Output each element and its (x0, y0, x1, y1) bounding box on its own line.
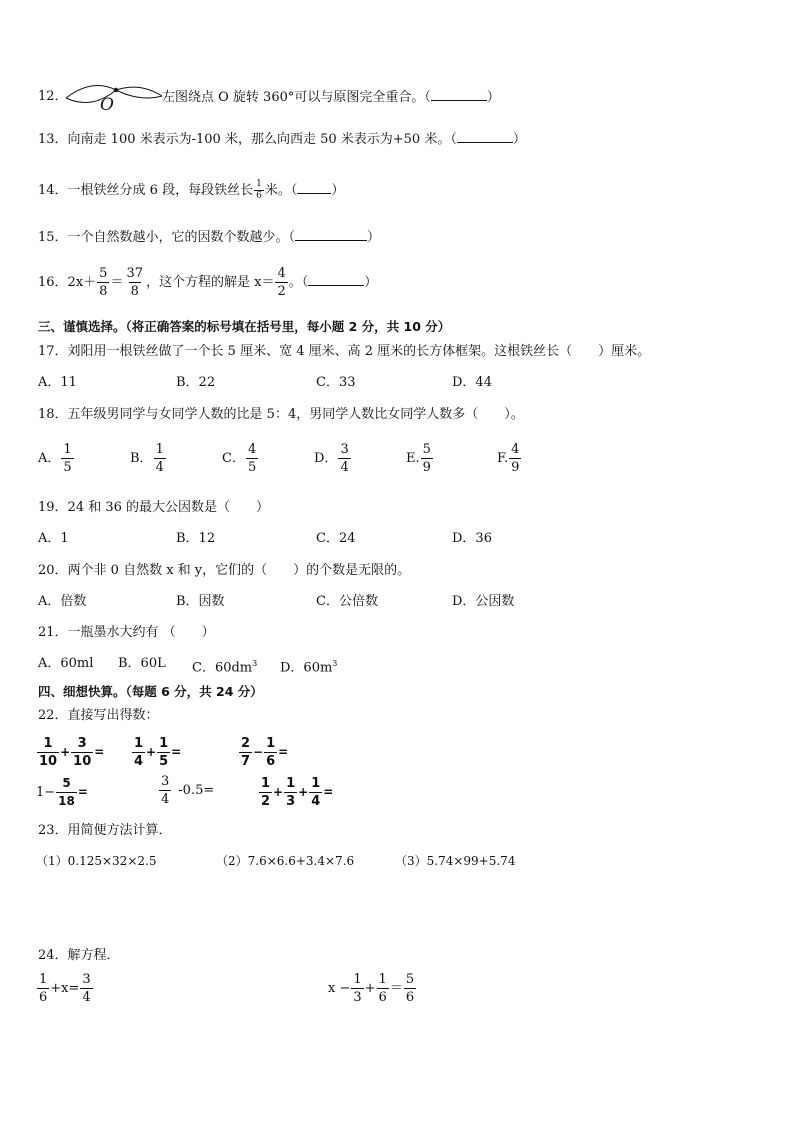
question-17: 17．刘阳用一根铁丝做了一个长 5 厘米、宽 4 厘米、高 2 厘米的长方体框架。这根铁丝长（ ）厘米。 (38, 344, 651, 359)
q19-option-c[interactable]: C．24 (316, 531, 356, 546)
equals-sign: = (171, 745, 182, 759)
option-fraction: $\frac{4}{5}$ (247, 442, 257, 475)
q22-expr-3 (238, 736, 288, 769)
fraction: $\frac{1}{3}$ (286, 776, 296, 809)
q19-option-b[interactable]: B．12 (176, 531, 216, 546)
q24-equation-1 (36, 972, 94, 1005)
question-22: 22．直接写出得数： (38, 708, 159, 723)
q21-option-d[interactable] (280, 655, 337, 677)
fraction: $\frac{3}{4}$ (161, 774, 170, 807)
q18-option-a[interactable] (38, 442, 75, 475)
fraction-37-8: $\frac{37}{8}$ (126, 266, 143, 299)
option-label: C． (222, 451, 245, 466)
question-14-text: 14．一根铁丝分成 6 段，每段铁丝长 (38, 183, 254, 198)
bracket-close: ） (367, 230, 381, 245)
fraction: $\frac{2}{7}$ (241, 736, 251, 769)
fraction: $\frac{1}{4}$ (311, 776, 321, 809)
option-label: F. (497, 451, 509, 466)
minuend: 1− (36, 785, 56, 800)
operator: + (146, 745, 157, 759)
question-24: 24．解方程． (38, 948, 120, 963)
rotation-figure (62, 80, 166, 112)
q18-option-b[interactable] (130, 442, 167, 475)
superscript: 3 (252, 659, 258, 668)
question-21: 21．一瓶墨水大约有 （ ） (38, 625, 215, 640)
question-12-number: 12． (38, 89, 68, 104)
answer-blank-14[interactable] (297, 181, 331, 194)
question-19: 19．24 和 36 的最大公因数是（ ） (38, 500, 270, 515)
q17-option-a[interactable]: A．11 (38, 375, 77, 390)
q23-item-1: （1）0.125×32×2.5 (36, 854, 157, 868)
q17-option-c[interactable]: C．33 (316, 375, 356, 390)
q23-item-3: （3）5.74×99+5.74 (395, 854, 516, 868)
q22-expr-5 (158, 774, 214, 807)
question-12-statement (162, 88, 500, 107)
fraction: $\frac{1}{6}$ (266, 736, 276, 769)
equals-sign: = (77, 785, 88, 799)
fraction: $\frac{1}{10}$ (39, 736, 58, 769)
equals-sign: = (278, 745, 289, 759)
bracket-close: ） (364, 275, 378, 290)
q20-option-a[interactable]: A．倍数 (38, 594, 87, 609)
q22-expr-6 (258, 776, 333, 809)
q17-option-b[interactable]: B．22 (176, 375, 216, 390)
question-13-text: 13．向南走 100 米表示为-100 米，那么向西走 50 米表示为+50 米。（ (38, 132, 457, 147)
equation-prefix: x − (328, 981, 351, 996)
q22-expr-4 (36, 776, 88, 809)
option-fraction: $\frac{5}{9}$ (422, 442, 431, 475)
operator: + (298, 785, 309, 799)
q20-option-c[interactable]: C．公倍数 (316, 594, 378, 609)
fraction: $\frac{3}{4}$ (82, 972, 91, 1005)
bracket-close: ） (331, 183, 345, 198)
svg-text:O: O (100, 95, 114, 112)
operator: + (273, 785, 284, 799)
q18-option-d[interactable] (314, 442, 352, 475)
equals-sign: = (94, 745, 105, 759)
answer-blank-13[interactable] (457, 130, 513, 143)
expression-tail: -0.5= (178, 783, 215, 798)
fraction: $\frac{1}{3}$ (353, 972, 362, 1005)
question-20: 20．两个非 0 自然数 x 和 y，它们的（ ）的个数是无限的。 (38, 563, 411, 578)
fraction-4-2: $\frac{4}{2}$ (277, 266, 286, 299)
question-15-text: 15．一个自然数越小，它的因数个数越少。（ (38, 230, 296, 245)
option-text: C．60dm (192, 660, 253, 676)
question-14 (38, 180, 344, 201)
q18-option-e[interactable] (406, 442, 434, 475)
option-label: D． (314, 451, 338, 466)
fraction-5-8: $\frac{5}{8}$ (99, 266, 108, 299)
option-fraction: $\frac{4}{9}$ (511, 442, 520, 475)
q18-option-c[interactable] (222, 442, 259, 475)
section-4-heading: 四、细想快算。（每题 6 分，共 24 分） (38, 684, 263, 699)
q22-expr-2 (131, 736, 181, 769)
question-18: 18．五年级男同学与女同学人数的比是 5：4，男同学人数比女同学人数多（ ）。 (38, 407, 524, 422)
answer-blank-16[interactable] (308, 273, 364, 286)
fraction: $\frac{1}{6}$ (378, 972, 387, 1005)
superscript: 3 (332, 659, 338, 668)
q20-option-d[interactable]: D．公因数 (452, 594, 515, 609)
question-15 (38, 228, 380, 247)
question-14-tail: 米。（ (264, 183, 298, 198)
operator: − (253, 745, 264, 759)
bracket-close: ） (512, 132, 526, 147)
q19-option-d[interactable]: D．36 (452, 531, 492, 546)
fraction: $\frac{3}{10}$ (73, 736, 92, 769)
operator: + (60, 745, 71, 759)
fraction-one-sixth: $\frac{1}{6}$ (256, 179, 262, 201)
question-16-middle: ，这个方程的解是 x＝ (146, 275, 275, 290)
equals-sign: = (323, 785, 334, 799)
operator: + (364, 981, 376, 996)
q23-item-2: （2）7.6×6.6+3.4×7.6 (216, 854, 355, 868)
equals-sign: ＝ (389, 981, 403, 996)
question-16-post: 。（ (288, 275, 309, 290)
option-label: A． (38, 451, 61, 466)
fraction: $\frac{1}{4}$ (134, 736, 144, 769)
section-3-heading: 三、谨慎选择。（将正确答案的标号填在括号里，每小题 2 分，共 10 分） (38, 319, 451, 334)
q24-equation-2 (328, 972, 417, 1005)
question-23: 23．用简便方法计算． (38, 823, 172, 838)
q21-option-c[interactable] (192, 655, 257, 677)
equation-middle: +x= (50, 981, 80, 996)
fraction: $\frac{5}{6}$ (405, 972, 415, 1005)
question-13 (38, 130, 526, 149)
question-12-text: 左图绕点 O 旋转 360°可以与原图完全重合。（ (162, 90, 431, 105)
fraction: $\frac{1}{2}$ (261, 776, 271, 809)
option-fraction: $\frac{1}{5}$ (63, 442, 72, 475)
q20-option-b[interactable]: B．因数 (176, 594, 225, 609)
bracket-close: ） (486, 90, 500, 105)
q17-option-d[interactable]: D．44 (452, 375, 492, 390)
option-label: B． (130, 451, 153, 466)
option-label: E. (406, 451, 420, 466)
q21-option-a[interactable]: A．60ml (38, 656, 94, 671)
q21-option-b[interactable]: B．60L (118, 656, 166, 671)
question-16 (38, 266, 377, 299)
answer-blank-12[interactable] (431, 88, 487, 101)
fraction: $\frac{1}{5}$ (159, 736, 169, 769)
option-text: D．60m (280, 660, 333, 676)
fraction: $\frac{1}{6}$ (39, 972, 48, 1005)
fraction: $\frac{5}{18}$ (58, 776, 75, 808)
answer-blank-15[interactable] (295, 228, 367, 241)
q19-option-a[interactable]: A．1 (38, 531, 69, 546)
q22-expr-1 (36, 736, 104, 769)
option-fraction: $\frac{3}{4}$ (340, 442, 349, 475)
equals-sign: ＝ (110, 275, 124, 290)
option-fraction: $\frac{1}{4}$ (155, 442, 164, 475)
q18-option-f[interactable] (497, 442, 522, 475)
question-16-prefix: 16．2x＋ (38, 275, 97, 290)
